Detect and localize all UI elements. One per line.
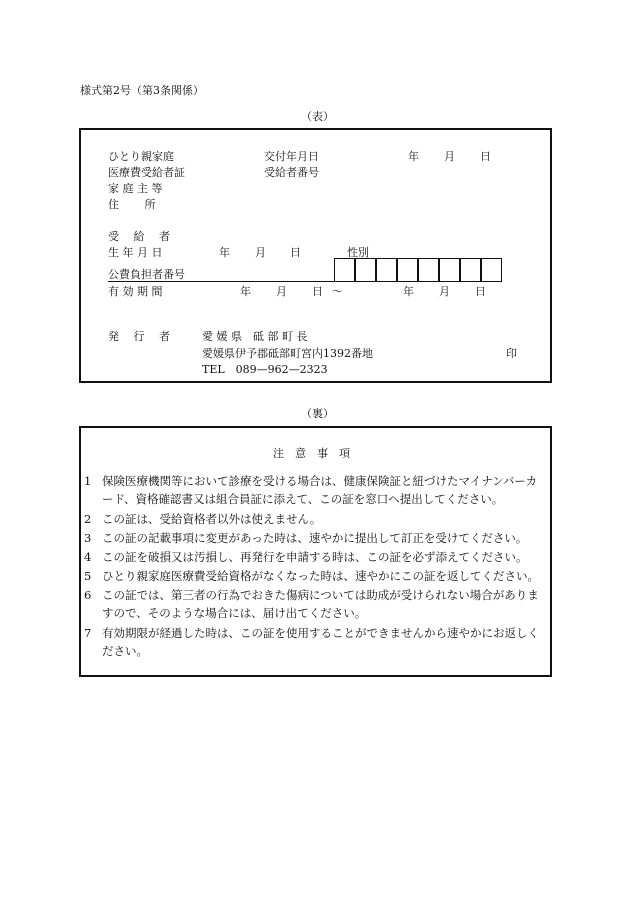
payer-number-cell bbox=[397, 258, 418, 282]
issue-day: 日 bbox=[480, 150, 491, 163]
note-number: 5 bbox=[84, 569, 92, 583]
payer-number-cell bbox=[418, 258, 439, 282]
birthdate-label: 生 年 月 日 bbox=[108, 246, 163, 259]
issuer-name: 愛 媛 県 砥 部 町 長 bbox=[202, 330, 308, 343]
notes-title: 注 意 事 項 bbox=[273, 447, 350, 460]
note-text: ひとり親家庭医療費受給資格がなくなった時は、速やかにこの証を返してください。 bbox=[102, 569, 539, 583]
issuer-label: 発 行 者 bbox=[108, 330, 170, 343]
note-text: 保険医療機関等において診療を受ける場合は、健康保険証と紐づけたマイナンバーカ bbox=[102, 474, 538, 488]
seal-mark: 印 bbox=[506, 347, 517, 360]
note-item bbox=[84, 586, 539, 622]
birth-day: 日 bbox=[290, 246, 301, 259]
payer-number-label: 公費負担者番号 bbox=[108, 268, 185, 281]
front-side-label: （表） bbox=[301, 110, 334, 123]
validity-from-day: 日 bbox=[312, 285, 323, 298]
sex-label: 性別 bbox=[347, 246, 369, 259]
issuer-address: 愛媛県伊予郡砥部町宮内1392番地 bbox=[202, 347, 373, 360]
note-text: ださい。 bbox=[102, 644, 148, 658]
note-item bbox=[84, 624, 539, 660]
validity-from-month: 月 bbox=[276, 285, 287, 298]
note-item bbox=[84, 567, 539, 585]
householder-label: 家 庭 主 等 bbox=[108, 182, 163, 195]
note-item bbox=[84, 529, 527, 547]
payer-number-cell bbox=[481, 258, 502, 282]
note-number: 4 bbox=[84, 550, 92, 564]
note-item bbox=[84, 548, 528, 566]
note-text: すので、そのような場合には、届け出てください。 bbox=[102, 606, 367, 620]
note-text: 有効期限が経過した時は、この証を使用することができませんから速やかにお返しく bbox=[102, 626, 539, 640]
note-item bbox=[84, 510, 321, 528]
note-number: 2 bbox=[84, 512, 92, 526]
note-item bbox=[84, 472, 537, 508]
note-text: この証の記載事項に変更があった時は、速やかに提出して訂正を受けてください。 bbox=[102, 531, 528, 545]
note-number: 7 bbox=[84, 626, 92, 640]
form-number: 様式第2号（第3条関係） bbox=[80, 84, 204, 97]
payer-number-underline bbox=[108, 281, 334, 282]
birth-year: 年 bbox=[219, 246, 230, 259]
validity-to-day: 日 bbox=[475, 285, 486, 298]
card-subtitle: 医療費受給者証 bbox=[108, 166, 185, 179]
birth-month: 月 bbox=[255, 246, 266, 259]
note-text: この証は、受給資格者以外は使えません。 bbox=[102, 512, 322, 526]
issuer-tel: TEL 089—962—2323 bbox=[202, 363, 328, 376]
recipient-number-label: 受給者番号 bbox=[264, 166, 319, 179]
validity-to-year: 年 bbox=[403, 285, 414, 298]
card-title: ひとり親家庭 bbox=[108, 150, 174, 163]
note-text: ード、資格確認書又は組合員証に添えて、この証を窓口へ提出してください。 bbox=[102, 492, 504, 506]
validity-label: 有 効 期 間 bbox=[108, 285, 163, 298]
issue-year: 年 bbox=[408, 150, 419, 163]
validity-from-year: 年 bbox=[240, 285, 251, 298]
issue-date-label: 交付年月日 bbox=[264, 150, 319, 163]
note-number: 3 bbox=[84, 531, 92, 545]
back-side-label: （裏） bbox=[301, 407, 334, 420]
issue-month: 月 bbox=[444, 150, 455, 163]
note-text: この証では、第三者の行為でおきた傷病については助成が受けられない場合がありま bbox=[102, 588, 539, 602]
note-number: 1 bbox=[84, 474, 92, 488]
payer-number-cell bbox=[460, 258, 481, 282]
validity-to-month: 月 bbox=[439, 285, 450, 298]
note-text: この証を破損又は汚損し、再発行を申請する時は、この証を必ず添えてください。 bbox=[102, 550, 528, 564]
payer-number-cell bbox=[376, 258, 397, 282]
payer-number-cell bbox=[355, 258, 376, 282]
note-number: 6 bbox=[84, 588, 92, 602]
validity-tilde: ～ bbox=[332, 285, 343, 298]
payer-number-cell bbox=[439, 258, 460, 282]
recipient-label: 受 給 者 bbox=[108, 230, 170, 243]
address-label: 住 所 bbox=[108, 198, 156, 211]
payer-number-cell bbox=[334, 258, 355, 282]
